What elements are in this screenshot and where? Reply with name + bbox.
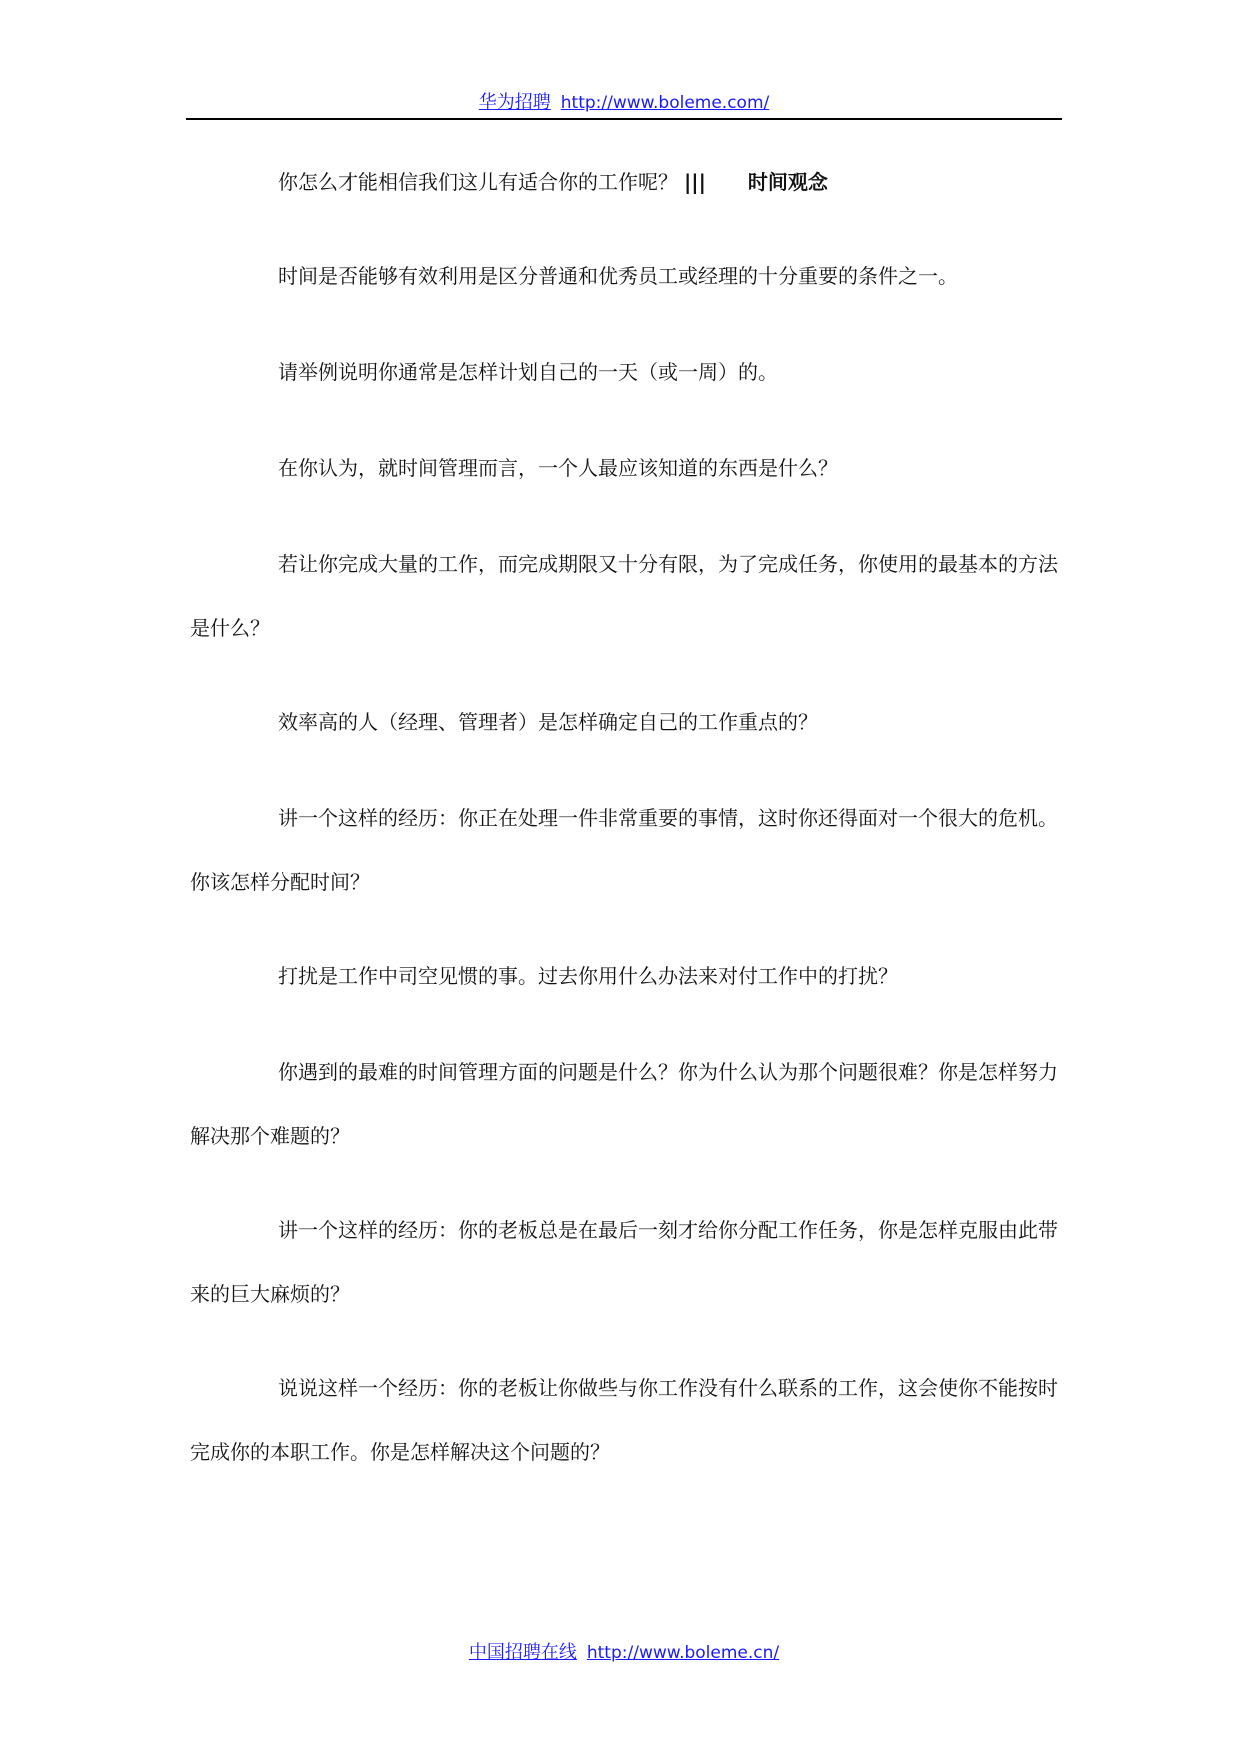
header-divider <box>186 118 1062 120</box>
paragraph-6: 讲一个这样的经历：你正在处理一件非常重要的事情，这时你还得面对一个很大的危机。你该怎样分配时间？ <box>190 806 1058 894</box>
paragraph-1: 时间是否能够有效利用是区分普通和优秀员工或经理的十分重要的条件之一。 <box>278 264 958 288</box>
header-url-link[interactable]: http://www.boleme.com/ <box>560 93 770 113</box>
paragraph-3: 在你认为，就时间管理而言，一个人最应该知道的东西是什么？ <box>278 456 838 480</box>
footer-url-link[interactable]: http://www.boleme.cn/ <box>586 1643 780 1663</box>
first-line <box>190 150 1060 214</box>
header-site-link[interactable]: 华为招聘 <box>478 92 551 113</box>
paragraph-2: 请举例说明你通常是怎样计划自己的一天（或一周）的。 <box>278 360 778 384</box>
first-question: 你怎么才能相信我们这儿有适合你的工作呢？ <box>278 170 678 194</box>
footer-site-link[interactable]: 中国招聘在线 <box>468 1642 577 1663</box>
paragraph-9: 讲一个这样的经历：你的老板总是在最后一刻才给你分配工作任务，你是怎样克服由此带来的巨大麻烦的？ <box>190 1218 1058 1306</box>
paragraph-8: 你遇到的最难的时间管理方面的问题是什么？你为什么认为那个问题很难？你是怎样努力解决那个难题的？ <box>190 1060 1058 1148</box>
separator-mark: ||| <box>684 170 706 194</box>
section-heading: 时间观念 <box>747 170 828 194</box>
paragraph-5: 效率高的人（经理、管理者）是怎样确定自己的工作重点的？ <box>278 710 818 734</box>
paragraph-4: 若让你完成大量的工作，而完成期限又十分有限，为了完成任务，你使用的最基本的方法是什么？ <box>190 552 1058 640</box>
paragraph-10: 说说这样一个经历：你的老板让你做些与你工作没有什么联系的工作，这会使你不能按时完成你的本职工作。你是怎样解决这个问题的？ <box>190 1376 1058 1464</box>
paragraph-7: 打扰是工作中司空见惯的事。过去你用什么办法来对付工作中的打扰？ <box>278 964 898 988</box>
page-footer <box>186 1636 1062 1669</box>
page-header <box>186 86 1062 119</box>
